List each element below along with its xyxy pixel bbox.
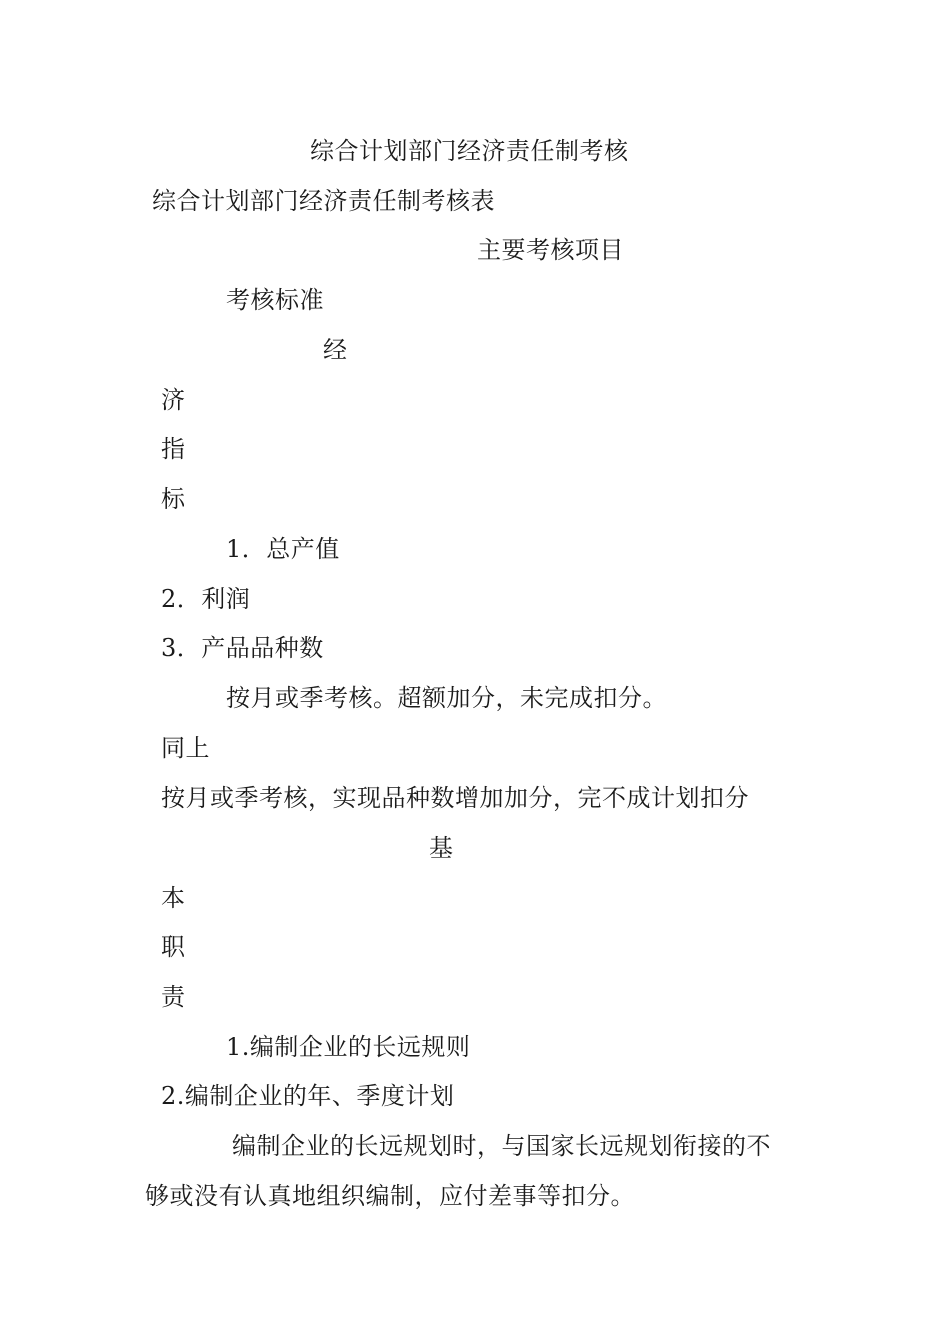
- basic-section-char-3: 职: [161, 933, 186, 961]
- header-standard: 考核标准: [226, 286, 324, 314]
- economic-section-char-1: 经: [323, 336, 348, 364]
- economic-standard-2: 同上: [161, 734, 210, 762]
- basic-standard-line-1: 编制企业的长远规划时，与国家长远规划衔接的不: [232, 1132, 771, 1160]
- header-main-items: 主要考核项目: [477, 236, 624, 264]
- basic-section-char-1: 基: [429, 834, 454, 862]
- economic-standard-1: 按月或季考核。超额加分，未完成扣分。: [226, 684, 667, 712]
- document-title: 综合计划部门经济责任制考核: [310, 137, 629, 165]
- economic-item-3: 3．产品品种数: [161, 634, 324, 662]
- economic-section-char-2: 济: [161, 386, 186, 414]
- economic-section-char-4: 标: [161, 485, 186, 513]
- economic-standard-3: 按月或季考核，实现品种数增加加分，完不成计划扣分: [161, 784, 749, 812]
- basic-item-2: 2.编制企业的年、季度计划: [161, 1082, 455, 1110]
- economic-item-1: 1．总产值: [226, 535, 340, 563]
- table-title: 综合计划部门经济责任制考核表: [152, 187, 495, 215]
- basic-standard-line-2: 够或没有认真地组织编制，应付差事等扣分。: [145, 1182, 635, 1210]
- economic-item-2: 2．利润: [161, 585, 251, 613]
- economic-section-char-3: 指: [161, 435, 186, 463]
- basic-section-char-4: 责: [161, 983, 186, 1011]
- basic-item-1: 1.编制企业的长远规则: [226, 1033, 471, 1061]
- basic-section-char-2: 本: [161, 884, 186, 912]
